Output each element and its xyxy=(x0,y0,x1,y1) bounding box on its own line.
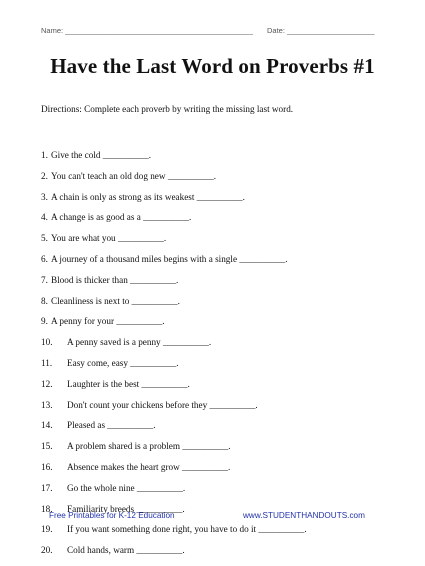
question-number: 7. xyxy=(41,274,48,285)
question-text[interactable]: Cleanliness is next to __________. xyxy=(51,295,180,306)
question-text[interactable]: A journey of a thousand miles begins with a single __________. xyxy=(51,253,288,264)
question-number: 6. xyxy=(41,253,48,264)
question-number: 5. xyxy=(41,233,48,244)
question-text[interactable]: A chain is only as strong as its weakest __________. xyxy=(51,191,245,202)
question-number: 17. xyxy=(41,482,53,493)
question-text[interactable]: Familiarity breeds __________. xyxy=(67,503,185,514)
question-item xyxy=(41,316,401,337)
question-text[interactable]: You are what you __________. xyxy=(51,233,167,244)
directions-text: Directions: Complete each proverb by writing the missing last word. xyxy=(41,104,294,114)
question-item xyxy=(41,337,401,358)
question-text[interactable]: Cold hands, warm __________. xyxy=(67,545,185,556)
page-title: Have the Last Word on Proverbs #1 xyxy=(50,54,375,78)
header-fields xyxy=(41,26,385,40)
question-text[interactable]: A penny for your __________. xyxy=(51,316,165,327)
question-number: 10. xyxy=(41,337,53,348)
question-number: 16. xyxy=(41,461,53,472)
question-item xyxy=(41,358,401,379)
question-number: 14. xyxy=(41,420,53,431)
question-text[interactable]: A change is as good as a __________. xyxy=(51,212,192,223)
date-field[interactable]: Date: _____________________ xyxy=(267,26,375,35)
question-item xyxy=(41,212,401,233)
question-item xyxy=(41,379,401,400)
question-number: 20. xyxy=(41,545,53,556)
question-item xyxy=(41,254,401,275)
question-number: 1. xyxy=(41,150,48,160)
question-item xyxy=(41,400,401,421)
footer-website-link[interactable]: www.STUDENTHANDOUTS.com xyxy=(243,511,365,520)
question-number: 15. xyxy=(41,441,53,452)
question-item xyxy=(41,483,401,504)
question-text[interactable]: Don't count your chickens before they __________. xyxy=(67,399,258,410)
question-item xyxy=(41,275,401,296)
question-item xyxy=(41,296,401,317)
question-number: 18. xyxy=(41,503,53,514)
question-number: 4. xyxy=(41,212,48,223)
question-number: 19. xyxy=(41,524,53,535)
question-text[interactable]: Easy come, easy __________. xyxy=(67,357,179,368)
question-number: 2. xyxy=(41,170,48,181)
question-number: 8. xyxy=(41,295,48,306)
question-item xyxy=(41,524,401,545)
question-item xyxy=(41,420,401,441)
question-list xyxy=(41,150,401,566)
question-text[interactable]: Go the whole nine __________. xyxy=(67,482,186,493)
question-number: 12. xyxy=(41,378,53,389)
question-item xyxy=(41,545,401,566)
question-text[interactable]: A penny saved is a penny __________. xyxy=(67,337,212,348)
question-number: 3. xyxy=(41,191,48,202)
question-item xyxy=(41,462,401,483)
name-field[interactable]: Name: _____________________________________________ xyxy=(41,26,253,35)
question-item xyxy=(41,233,401,254)
question-text[interactable]: Absence makes the heart grow __________. xyxy=(67,461,231,472)
question-item xyxy=(41,192,401,213)
question-item xyxy=(41,441,401,462)
question-text[interactable]: If you want something done right, you have to do it __________. xyxy=(67,524,307,535)
question-item xyxy=(41,150,401,171)
question-text[interactable]: You can't teach an old dog new __________. xyxy=(51,170,217,181)
footer-tagline: Free Printables for K-12 Education xyxy=(49,511,175,520)
question-text[interactable]: Give the cold __________. xyxy=(51,150,152,160)
question-number: 11. xyxy=(41,357,53,368)
question-text[interactable]: Pleased as __________. xyxy=(67,420,156,431)
question-text[interactable]: A problem shared is a problem __________. xyxy=(67,441,231,452)
question-number: 13. xyxy=(41,399,53,410)
question-text[interactable]: Laughter is the best __________. xyxy=(67,378,190,389)
question-number: 9. xyxy=(41,316,48,327)
question-item xyxy=(41,171,401,192)
question-text[interactable]: Blood is thicker than __________. xyxy=(51,274,179,285)
